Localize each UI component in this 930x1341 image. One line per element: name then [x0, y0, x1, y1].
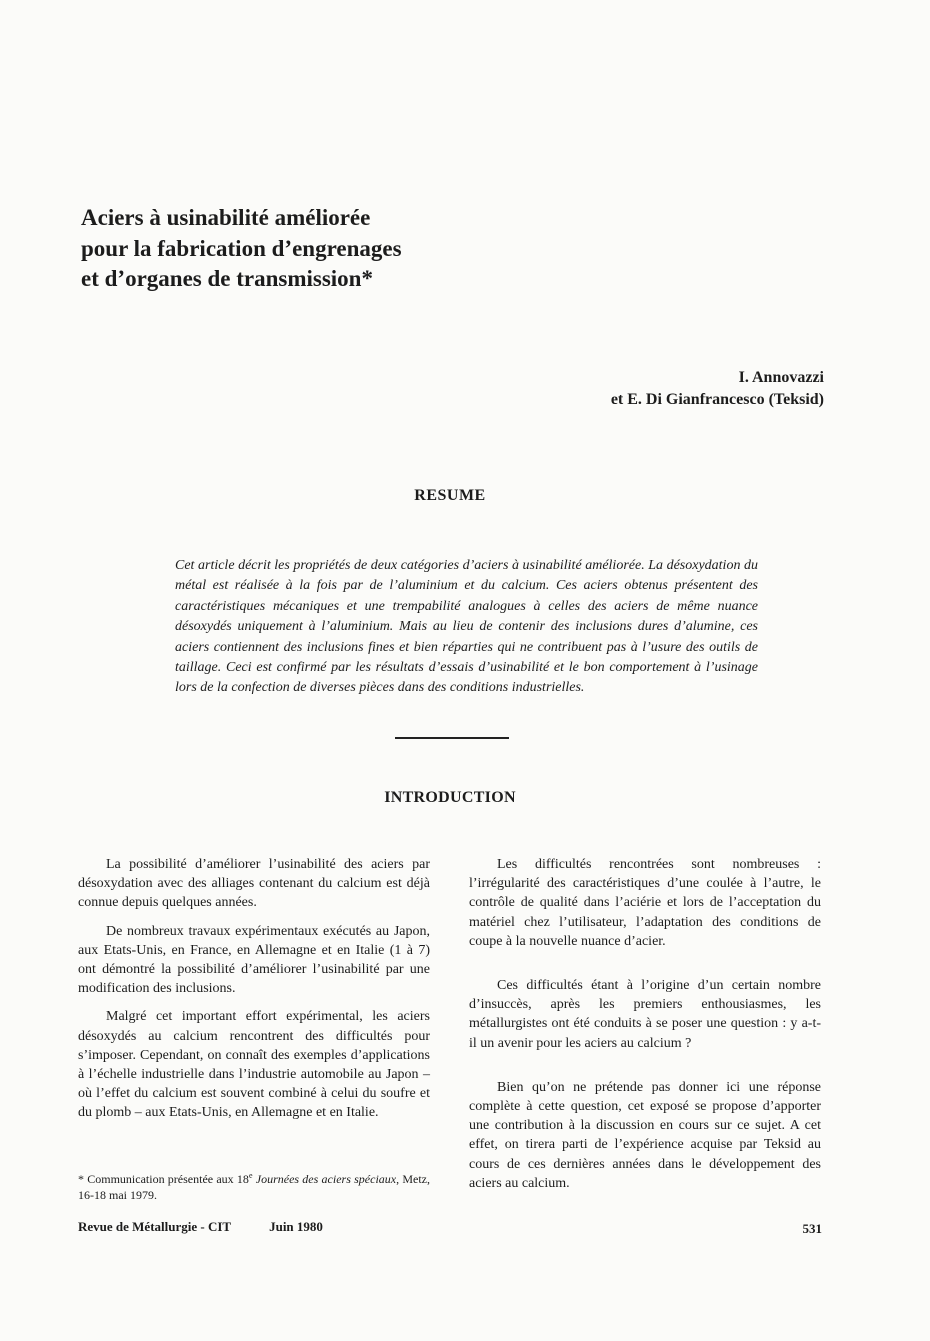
title-line-1: Aciers à usinabilité améliorée: [81, 205, 371, 230]
page-number: 531: [802, 1221, 822, 1236]
section-divider: [395, 737, 509, 739]
issue-date: Juin 1980: [269, 1219, 323, 1234]
paragraph: La possibilité d’améliorer l’usinabilité des aciers par désoxydation avec des alliages contenant du calcium est déjà connue depuis quelques années.: [78, 857, 430, 911]
paragraph: Malgré cet important effort expérimental, les aciers désoxydés au calcium rencontrent des difficultés pour s’imposer. Cependant, on connaît des exemples d’applications à l’échelle industrielle dans l’industrie automobile au Japon – où l’effet du calcium est souvent combiné à celui du soufre et du plomb – aux Etats-Unis, en Allemagne et en Italie.: [78, 1009, 430, 1121]
title-line-2: pour la fabrication d’engrenages: [81, 235, 402, 261]
article-title: [81, 203, 601, 295]
journal-name: Revue de Métallurgie - CIT: [78, 1219, 232, 1234]
paragraph: Bien qu’on ne prétende pas donner ici une réponse complète à cette question, cet exposé se propose d’apporter une contribution à la discussion en cours sur ce sujet. A cet effet, on tirera parti de l’expérience acquise par Teksid au cours de ces dernières années dans le développement des aciers au calcium.: [469, 1079, 821, 1191]
footnote: [78, 1168, 430, 1203]
running-footer: [78, 1219, 323, 1235]
right-column: [469, 855, 821, 1193]
footnote-superscript: e: [248, 1171, 253, 1180]
author-line-2: et E. Di Gianfrancesco (Teksid): [610, 391, 824, 408]
resume-heading: RESUME: [414, 487, 486, 504]
abstract-text: Cet article décrit les propriétés de deux catégories d’aciers à usinabilité améliorée. La désoxydation du métal est réalisée à la fois par de l’aluminium et du calcium. Ces aciers obtenus présentent des caractéristiques mécaniques et une trempabilité analogues à celles des aciers de même nuance désoxydés uniquement à l’aluminium. Mais au lieu de contenir des inclusions dures d’alumine, ces aciers contiennent des inclusions fines et bien réparties qui ne contribuent pas à l’usure des outils de taillage. Ceci est confirmé par les résultats d’essais d’usinabilité et le bon comportement à l’usinage lors de la confection de diverses pièces dans des conditions industrielles.: [175, 558, 758, 696]
paragraph: Ces difficultés étant à l’origine d’un certain nombre d’insuccès, après les premiers enthousiasmes, les métallurgistes ont été conduits à se poser une question : y a-t-il un avenir pour les aciers au calcium ?: [469, 978, 821, 1051]
footnote-suffix: , Metz, 16-18 mai 1979.: [78, 1172, 431, 1202]
authors: [424, 367, 824, 411]
introduction-heading: INTRODUCTION: [384, 789, 516, 806]
left-column: [78, 855, 430, 1123]
paragraph: Les difficultés rencontrées sont nombreuses : l’irrégularité des caractéristiques d’une coulée à l’autre, le contrôle de qualité dans l’aciérie et lors de l’acceptation du matériel chez l’utilisateur, l’adaptation des conditions de coupe à la nouvelle nuance d’acier.: [469, 857, 821, 949]
author-line-1: I. Annovazzi: [738, 369, 824, 386]
paragraph: De nombreux travaux expérimentaux exécutés au Japon, aux Etats-Unis, en France, en Allemagne et en Italie (1 à 7) ont démontré la possibilité d’améliorer l’usinabilité par une modification des inclusions.: [78, 923, 430, 997]
footnote-prefix: * Communication présentée aux 18: [78, 1172, 249, 1186]
footnote-event: Journées des aciers spéciaux: [255, 1172, 397, 1186]
title-line-3: et d’organes de transmission*: [81, 266, 373, 291]
